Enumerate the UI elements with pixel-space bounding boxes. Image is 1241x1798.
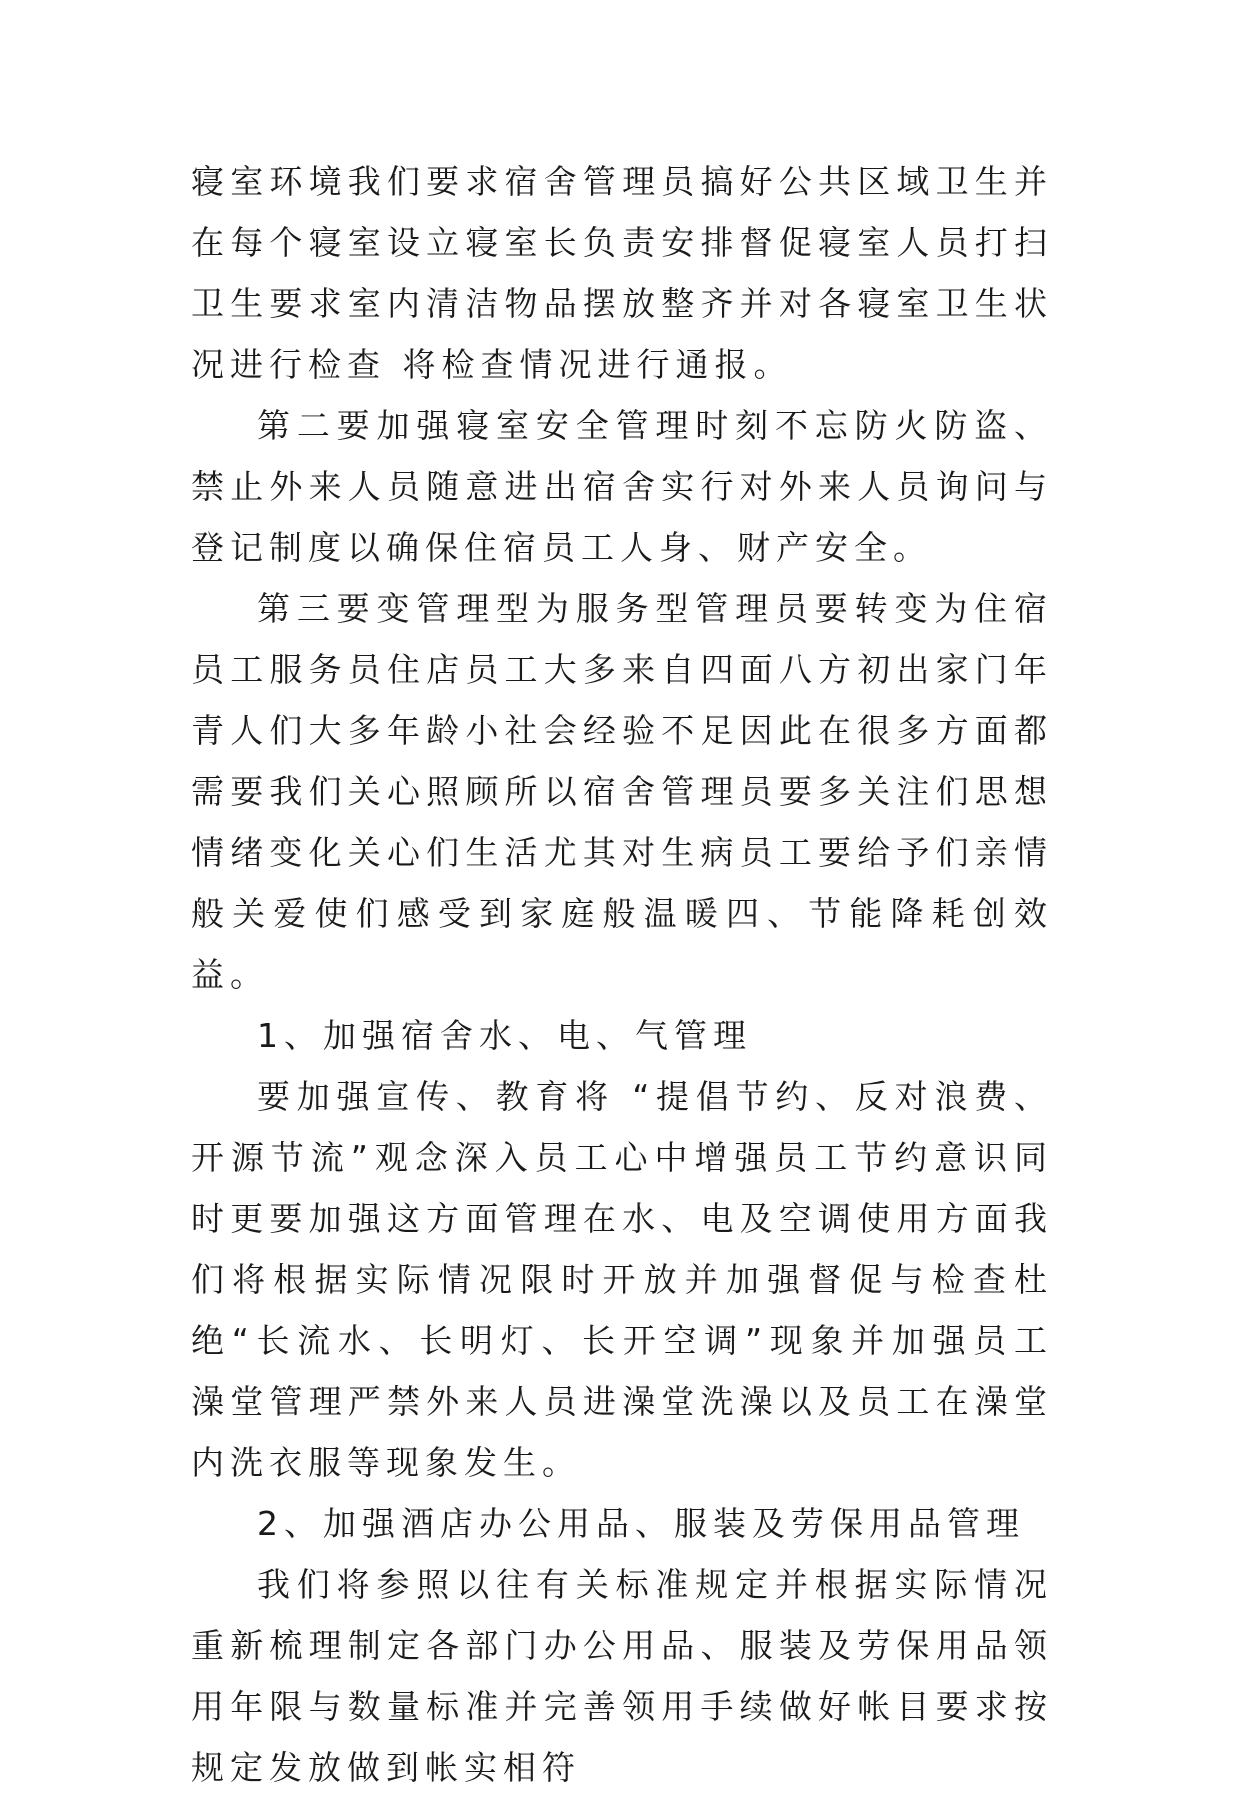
paragraph-dormitory-environment: 寝室环境我们要求宿舍管理员搞好公共区域卫生并在每个寝室设立寝室长负责安排督促寝室人员打扫卫生要求室内清洁物品摆放整齐并对各寝室卫生状况进行检查 将检查情况进行通报。 xyxy=(191,162,1053,384)
heading-supplies-management: 2、加强酒店办公用品、服装及劳保用品管理 xyxy=(257,1504,1025,1543)
document-body xyxy=(191,151,1053,1798)
heading-utilities-management: 1、加强宿舍水、电、气管理 xyxy=(257,1016,752,1055)
paragraph-energy-saving: 要加强宣传、教育将 “提倡节约、反对浪费、开源节流”观念深入员工心中增强员工节约意识同时更要加强这方面管理在水、电及空调使用方面我们将根据实际情况限时开放并加强督促与检查杜绝“长流水、长明灯、长开空调”现象并加强员工澡堂管理严禁外来人员进澡堂洗澡以及员工在澡堂内洗衣服等现象发生。 xyxy=(191,1077,1053,1482)
paragraph-service-oriented-management: 第三要变管理型为服务型管理员要转变为住宿员工服务员住店员工大多来自四面八方初出家门年青人们大多年龄小社会经验不足因此在很多方面都需要我们关心照顾所以宿舍管理员要多关注们思想情绪变化关心们生活尤其对生病员工要给予们亲情般关爱使们感受到家庭般温暖四、节能降耗创效益。 xyxy=(191,589,1053,994)
paragraph-supplies-standards: 我们将参照以往有关标准规定并根据实际情况重新梳理制定各部门办公用品、服装及劳保用品领用年限与数量标准并完善领用手续做好帐目要求按规定发放做到帐实相符 xyxy=(191,1565,1053,1787)
paragraph-dormitory-safety: 第二要加强寝室安全管理时刻不忘防火防盗、禁止外来人员随意进出宿舍实行对外来人员询问与登记制度以确保住宿员工人身、财产安全。 xyxy=(191,406,1053,567)
